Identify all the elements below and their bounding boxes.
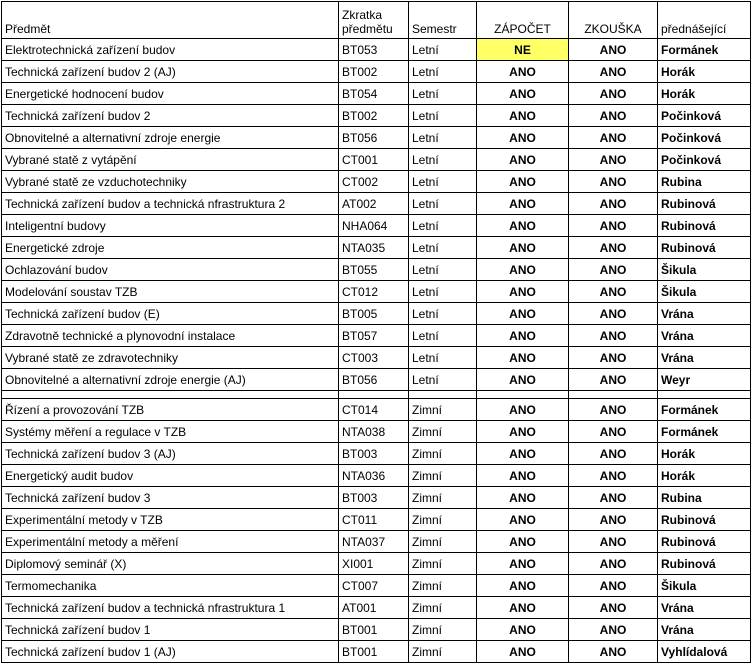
cell-subject: Řízení a provozování TZB	[2, 399, 339, 421]
table-row	[2, 127, 751, 149]
cell-semester: Zimní	[409, 421, 477, 443]
cell-semester: Zimní	[409, 399, 477, 421]
cell-credit: ANO	[477, 619, 569, 641]
table-row	[2, 443, 751, 465]
cell-semester: Letní	[409, 193, 477, 215]
cell-semester: Zimní	[409, 465, 477, 487]
cell-code: BT057	[339, 325, 409, 347]
cell-credit: ANO	[477, 641, 569, 663]
separator-cell	[2, 391, 339, 399]
cell-exam: ANO	[569, 325, 658, 347]
header-semester: Semestr	[409, 2, 477, 39]
cell-lecturer: Vrána	[658, 597, 751, 619]
cell-exam: ANO	[569, 619, 658, 641]
cell-semester: Zimní	[409, 641, 477, 663]
cell-exam: ANO	[569, 531, 658, 553]
table-row	[2, 171, 751, 193]
cell-subject: Ochlazování budov	[2, 259, 339, 281]
cell-code: BT003	[339, 487, 409, 509]
separator-cell	[409, 391, 477, 399]
cell-subject: Vybrané statě ze zdravotechniky	[2, 347, 339, 369]
cell-lecturer: Šikula	[658, 575, 751, 597]
cell-code: BT055	[339, 259, 409, 281]
cell-exam: ANO	[569, 641, 658, 663]
cell-credit: ANO	[477, 61, 569, 83]
cell-exam: ANO	[569, 127, 658, 149]
cell-code: BT053	[339, 39, 409, 61]
cell-exam: ANO	[569, 347, 658, 369]
cell-subject: Technická zařízení budov 2	[2, 105, 339, 127]
cell-exam: ANO	[569, 553, 658, 575]
cell-semester: Letní	[409, 303, 477, 325]
cell-code: NTA035	[339, 237, 409, 259]
cell-code: BT056	[339, 127, 409, 149]
cell-exam: ANO	[569, 509, 658, 531]
cell-credit: ANO	[477, 575, 569, 597]
cell-credit: ANO	[477, 193, 569, 215]
table-row	[2, 259, 751, 281]
cell-code: BT001	[339, 619, 409, 641]
cell-lecturer: Vrána	[658, 325, 751, 347]
cell-credit: ANO	[477, 171, 569, 193]
cell-exam: ANO	[569, 421, 658, 443]
cell-lecturer: Počinková	[658, 127, 751, 149]
cell-exam: ANO	[569, 193, 658, 215]
cell-code: BT001	[339, 641, 409, 663]
cell-semester: Letní	[409, 347, 477, 369]
cell-exam: ANO	[569, 281, 658, 303]
table-row	[2, 237, 751, 259]
cell-credit: NE	[477, 39, 569, 61]
cell-code: CT003	[339, 347, 409, 369]
cell-exam: ANO	[569, 83, 658, 105]
table-row	[2, 399, 751, 421]
cell-exam: ANO	[569, 399, 658, 421]
table-row	[2, 421, 751, 443]
cell-code: NHA064	[339, 215, 409, 237]
cell-code: CT002	[339, 171, 409, 193]
cell-lecturer: Formánek	[658, 399, 751, 421]
cell-credit: ANO	[477, 127, 569, 149]
table-row	[2, 369, 751, 391]
cell-semester: Zimní	[409, 619, 477, 641]
cell-subject: Systémy měření a regulace v TZB	[2, 421, 339, 443]
cell-subject: Diplomový seminář (X)	[2, 553, 339, 575]
table-row	[2, 531, 751, 553]
header-exam: ZKOUŠKA	[569, 2, 658, 39]
cell-subject: Energetické zdroje	[2, 237, 339, 259]
cell-exam: ANO	[569, 303, 658, 325]
cell-subject: Termomechanika	[2, 575, 339, 597]
separator-cell	[658, 391, 751, 399]
header-code	[339, 2, 409, 39]
cell-lecturer: Šikula	[658, 281, 751, 303]
cell-subject: Technická zařízení budov 1	[2, 619, 339, 641]
cell-code: CT011	[339, 509, 409, 531]
cell-credit: ANO	[477, 443, 569, 465]
table-row	[2, 487, 751, 509]
table-row	[2, 193, 751, 215]
cell-lecturer: Horák	[658, 443, 751, 465]
cell-lecturer: Počinková	[658, 105, 751, 127]
cell-credit: ANO	[477, 105, 569, 127]
cell-code: CT007	[339, 575, 409, 597]
cell-lecturer: Vrána	[658, 347, 751, 369]
table-row	[2, 325, 751, 347]
cell-code: NTA038	[339, 421, 409, 443]
cell-lecturer: Rubina	[658, 487, 751, 509]
header-code-line2: předmětu	[342, 22, 393, 36]
cell-semester: Letní	[409, 127, 477, 149]
cell-subject: Obnovitelné a alternativní zdroje energie	[2, 127, 339, 149]
cell-credit: ANO	[477, 399, 569, 421]
cell-exam: ANO	[569, 39, 658, 61]
cell-code: BT054	[339, 83, 409, 105]
cell-lecturer: Vrána	[658, 619, 751, 641]
cell-subject: Vybrané statě z vytápění	[2, 149, 339, 171]
cell-semester: Letní	[409, 39, 477, 61]
cell-semester: Letní	[409, 369, 477, 391]
table-row	[2, 215, 751, 237]
cell-lecturer: Horák	[658, 83, 751, 105]
table-row	[2, 347, 751, 369]
cell-credit: ANO	[477, 509, 569, 531]
cell-code: NTA037	[339, 531, 409, 553]
cell-exam: ANO	[569, 369, 658, 391]
cell-semester: Letní	[409, 149, 477, 171]
cell-subject: Modelování soustav TZB	[2, 281, 339, 303]
header-row	[2, 2, 751, 39]
cell-semester: Zimní	[409, 597, 477, 619]
cell-exam: ANO	[569, 105, 658, 127]
cell-code: BT003	[339, 443, 409, 465]
cell-semester: Letní	[409, 105, 477, 127]
cell-code: BT005	[339, 303, 409, 325]
cell-subject: Zdravotně technické a plynovodní instalace	[2, 325, 339, 347]
cell-code: AT001	[339, 597, 409, 619]
cell-credit: ANO	[477, 237, 569, 259]
header-lecturer: přednášející	[658, 2, 751, 39]
cell-semester: Letní	[409, 83, 477, 105]
cell-lecturer: Počinková	[658, 149, 751, 171]
cell-subject: Energetický audit budov	[2, 465, 339, 487]
cell-credit: ANO	[477, 347, 569, 369]
cell-subject: Elektrotechnická zařízení budov	[2, 39, 339, 61]
cell-subject: Technická zařízení budov (E)	[2, 303, 339, 325]
cell-credit: ANO	[477, 487, 569, 509]
cell-credit: ANO	[477, 369, 569, 391]
separator-cell	[477, 391, 569, 399]
cell-lecturer: Horák	[658, 465, 751, 487]
cell-lecturer: Horák	[658, 61, 751, 83]
cell-credit: ANO	[477, 325, 569, 347]
cell-subject: Vybrané statě ze vzduchotechniky	[2, 171, 339, 193]
table-row	[2, 465, 751, 487]
cell-semester: Letní	[409, 215, 477, 237]
cell-code: XI001	[339, 553, 409, 575]
cell-semester: Letní	[409, 61, 477, 83]
cell-semester: Letní	[409, 281, 477, 303]
cell-credit: ANO	[477, 303, 569, 325]
cell-exam: ANO	[569, 465, 658, 487]
cell-semester: Letní	[409, 259, 477, 281]
table-row	[2, 281, 751, 303]
separator-cell	[339, 391, 409, 399]
table-row	[2, 509, 751, 531]
cell-lecturer: Formánek	[658, 39, 751, 61]
cell-subject: Technická zařízení budov 3 (AJ)	[2, 443, 339, 465]
cell-lecturer: Rubinová	[658, 553, 751, 575]
cell-credit: ANO	[477, 281, 569, 303]
cell-credit: ANO	[477, 465, 569, 487]
cell-lecturer: Rubinová	[658, 193, 751, 215]
cell-code: CT012	[339, 281, 409, 303]
table-row	[2, 61, 751, 83]
cell-credit: ANO	[477, 531, 569, 553]
header-credit: ZÁPOČET	[477, 2, 569, 39]
cell-semester: Letní	[409, 325, 477, 347]
cell-subject: Experimentální metody v TZB	[2, 509, 339, 531]
cell-semester: Zimní	[409, 509, 477, 531]
header-subject: Předmět	[2, 2, 339, 39]
cell-credit: ANO	[477, 215, 569, 237]
table-row	[2, 619, 751, 641]
semester-separator-row	[2, 391, 751, 399]
cell-exam: ANO	[569, 597, 658, 619]
cell-lecturer: Vyhlídalová	[658, 641, 751, 663]
cell-subject: Technická zařízení budov 3	[2, 487, 339, 509]
cell-code: CT001	[339, 149, 409, 171]
table-row	[2, 597, 751, 619]
cell-credit: ANO	[477, 421, 569, 443]
cell-lecturer: Rubina	[658, 171, 751, 193]
cell-subject: Technická zařízení budov 1 (AJ)	[2, 641, 339, 663]
cell-semester: Letní	[409, 171, 477, 193]
table-row	[2, 303, 751, 325]
cell-credit: ANO	[477, 259, 569, 281]
cell-code: CT014	[339, 399, 409, 421]
cell-lecturer: Rubinová	[658, 237, 751, 259]
cell-exam: ANO	[569, 259, 658, 281]
table-row	[2, 149, 751, 171]
header-code-line1: Zkratka	[342, 8, 383, 22]
cell-code: BT002	[339, 105, 409, 127]
subjects-table-body	[2, 2, 751, 663]
cell-subject: Experimentální metody a měření	[2, 531, 339, 553]
table-row	[2, 83, 751, 105]
cell-semester: Zimní	[409, 553, 477, 575]
cell-subject: Technická zařízení budov 2 (AJ)	[2, 61, 339, 83]
table-row	[2, 553, 751, 575]
cell-exam: ANO	[569, 149, 658, 171]
separator-cell	[569, 391, 658, 399]
cell-exam: ANO	[569, 61, 658, 83]
cell-exam: ANO	[569, 237, 658, 259]
cell-lecturer: Rubinová	[658, 215, 751, 237]
cell-code: AT002	[339, 193, 409, 215]
cell-subject: Obnovitelné a alternativní zdroje energie (AJ)	[2, 369, 339, 391]
cell-exam: ANO	[569, 487, 658, 509]
cell-subject: Inteligentní budovy	[2, 215, 339, 237]
table-row	[2, 39, 751, 61]
table-row	[2, 105, 751, 127]
cell-lecturer: Formánek	[658, 421, 751, 443]
cell-semester: Zimní	[409, 487, 477, 509]
cell-lecturer: Weyr	[658, 369, 751, 391]
cell-exam: ANO	[569, 215, 658, 237]
cell-credit: ANO	[477, 83, 569, 105]
table-row	[2, 641, 751, 663]
cell-exam: ANO	[569, 443, 658, 465]
cell-lecturer: Šikula	[658, 259, 751, 281]
cell-credit: ANO	[477, 597, 569, 619]
cell-code: BT002	[339, 61, 409, 83]
cell-code: BT056	[339, 369, 409, 391]
cell-semester: Zimní	[409, 443, 477, 465]
cell-lecturer: Rubinová	[658, 531, 751, 553]
cell-subject: Technická zařízení budov a technická nfrastruktura 1	[2, 597, 339, 619]
table-row	[2, 575, 751, 597]
cell-lecturer: Rubinová	[658, 509, 751, 531]
cell-exam: ANO	[569, 575, 658, 597]
cell-code: NTA036	[339, 465, 409, 487]
subjects-table	[1, 1, 751, 663]
cell-semester: Letní	[409, 237, 477, 259]
cell-subject: Technická zařízení budov a technická nfrastruktura 2	[2, 193, 339, 215]
cell-semester: Zimní	[409, 575, 477, 597]
cell-lecturer: Vrána	[658, 303, 751, 325]
cell-credit: ANO	[477, 149, 569, 171]
cell-exam: ANO	[569, 171, 658, 193]
cell-semester: Zimní	[409, 531, 477, 553]
cell-credit: ANO	[477, 553, 569, 575]
cell-subject: Energetické hodnocení budov	[2, 83, 339, 105]
